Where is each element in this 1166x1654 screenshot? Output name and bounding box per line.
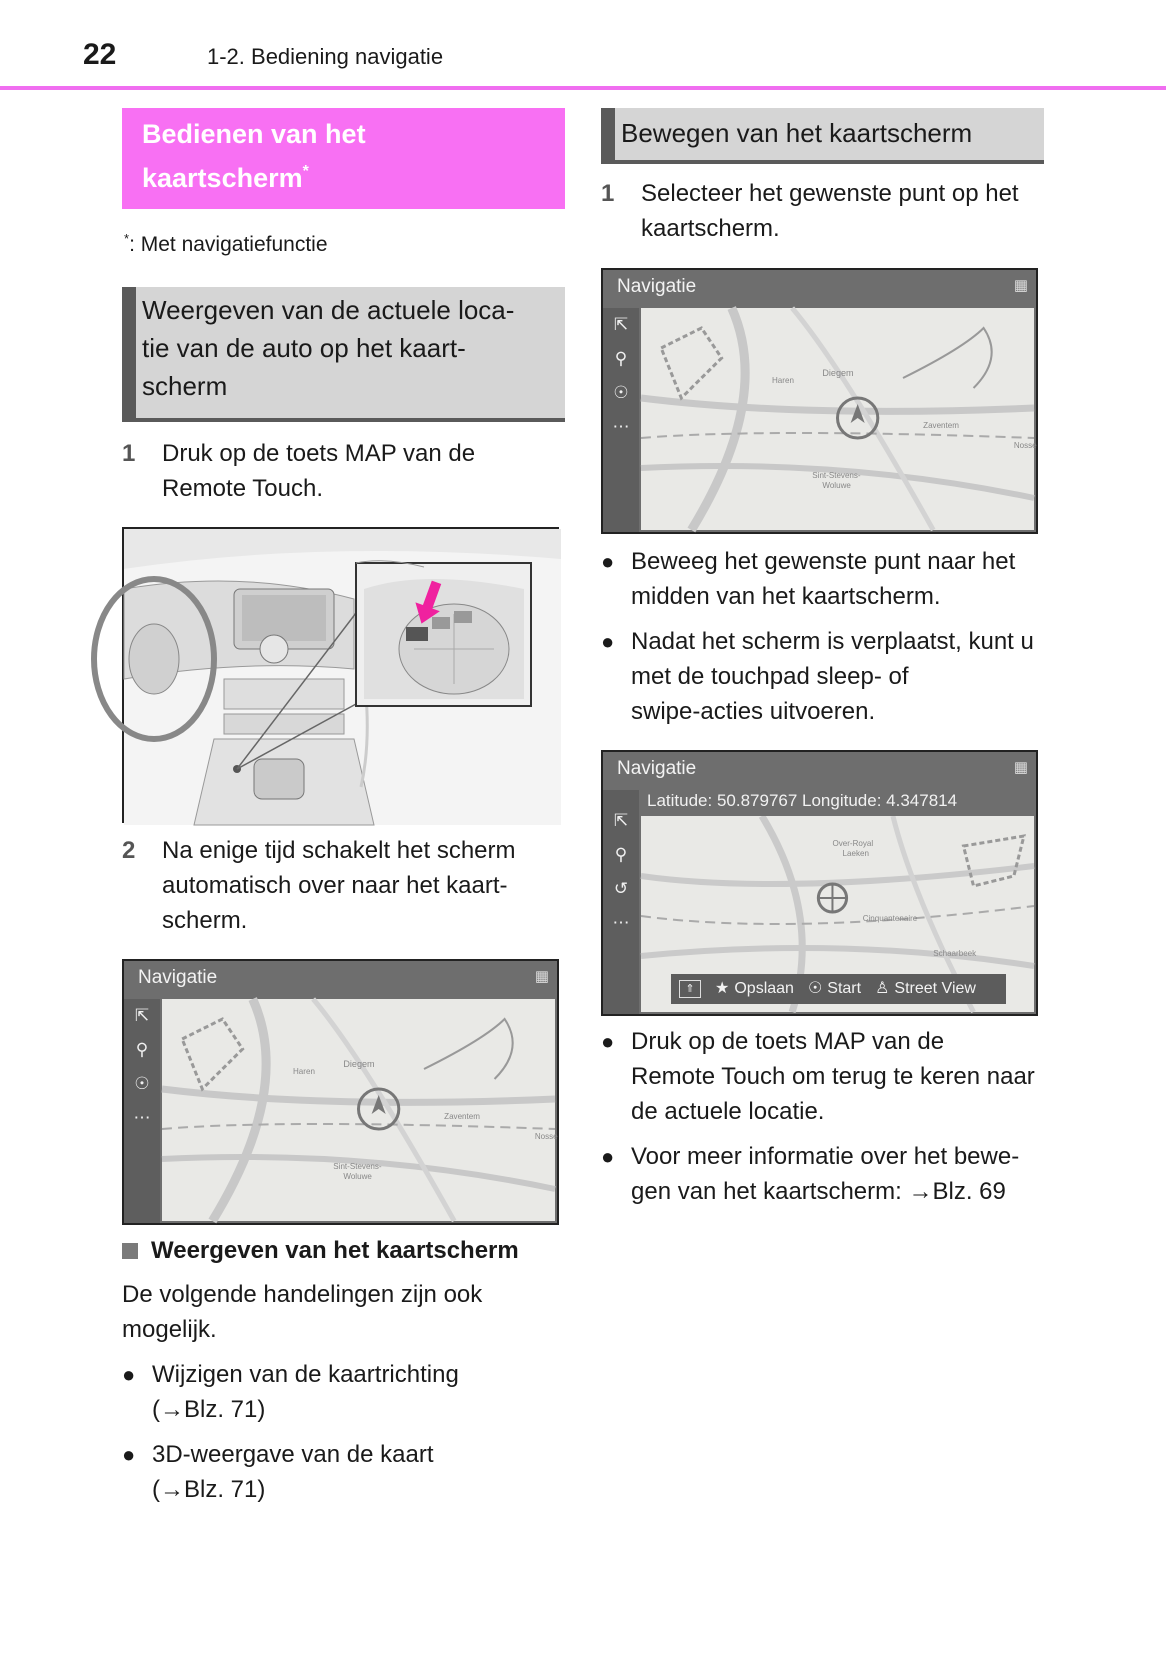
step-text: scherm. bbox=[162, 907, 248, 934]
bullet-item bbox=[122, 1357, 565, 1427]
bullet-item bbox=[122, 1437, 565, 1507]
svg-text:Laeken: Laeken bbox=[842, 849, 869, 858]
bullet-text: Nadat het scherm is verplaatst, kunt u bbox=[631, 628, 1034, 655]
step-1 bbox=[122, 436, 565, 506]
svg-text:Diegem: Diegem bbox=[343, 1059, 375, 1069]
bullet-dot: ● bbox=[601, 549, 615, 574]
subsection-title bbox=[122, 287, 565, 422]
subsection-line: scherm bbox=[142, 371, 228, 401]
step-text: Selecteer het gewenste punt op het bbox=[641, 180, 1019, 207]
nav-title: Navigatie bbox=[138, 967, 218, 988]
bullet-dot: ● bbox=[122, 1442, 136, 1467]
street-view-button[interactable] bbox=[875, 974, 976, 1004]
step-text: Druk op de toets MAP van de bbox=[162, 440, 476, 467]
footnote bbox=[124, 231, 565, 257]
subheading-text: Weergeven van het kaartscherm bbox=[151, 1237, 519, 1264]
svg-text:Woluwe: Woluwe bbox=[343, 1172, 372, 1181]
map-drawing bbox=[641, 308, 1037, 530]
compass-icon[interactable]: ↺ bbox=[613, 879, 629, 898]
svg-text:Diegem: Diegem bbox=[822, 368, 854, 378]
person-icon: ♙ bbox=[875, 980, 890, 997]
svg-text:Haren: Haren bbox=[772, 376, 794, 385]
navigation-screen-coordinates bbox=[601, 750, 1038, 1016]
step-text: Na enige tijd schakelt het scherm bbox=[162, 837, 516, 864]
left-column bbox=[122, 108, 565, 1507]
bullet-text: gen van het kaartscherm: →Blz. 69 bbox=[631, 1178, 1006, 1205]
footnote-text: : Met navigatiefunctie bbox=[129, 233, 328, 256]
expand-icon[interactable]: ⇱ bbox=[613, 315, 629, 334]
more-icon[interactable]: ⋯ bbox=[612, 913, 630, 932]
svg-text:Over-Royal: Over-Royal bbox=[832, 839, 874, 848]
car-interior-drawing bbox=[124, 529, 561, 825]
car-interior-illustration bbox=[122, 527, 559, 823]
map-view[interactable] bbox=[162, 999, 558, 1221]
subheading bbox=[122, 1237, 565, 1265]
navigation-screen bbox=[122, 959, 559, 1225]
svg-text:Cinquantenaire: Cinquantenaire bbox=[862, 914, 918, 923]
bullet-dot: ● bbox=[122, 1362, 136, 1387]
more-icon[interactable]: ⋯ bbox=[612, 417, 630, 436]
step-1 bbox=[601, 176, 1044, 246]
chapter-title: 1-2. Bediening navigatie bbox=[207, 44, 444, 69]
svg-text:Nosse: Nosse bbox=[1013, 441, 1037, 450]
save-label: Opslaan bbox=[734, 980, 794, 997]
right-column bbox=[601, 108, 1044, 1209]
map-view[interactable] bbox=[641, 308, 1037, 530]
bullet-text: midden van het kaartscherm. bbox=[631, 583, 941, 610]
svg-text:Schaarbeek: Schaarbeek bbox=[933, 949, 977, 958]
svg-text:Sint-Stevens-: Sint-Stevens- bbox=[812, 471, 861, 480]
navigation-screen bbox=[601, 268, 1038, 534]
svg-text:Zaventem: Zaventem bbox=[923, 421, 959, 430]
nav-screen-body bbox=[124, 961, 557, 1223]
nav-sidebar bbox=[603, 790, 639, 1014]
subsection-line: Weergeven van de actuele loca- bbox=[142, 295, 515, 325]
svg-text:Nosse: Nosse bbox=[534, 1132, 558, 1141]
asterisk-mark: * bbox=[302, 163, 309, 180]
nav-screen-body bbox=[603, 270, 1036, 532]
bullet-item bbox=[601, 544, 1044, 614]
expand-icon[interactable]: ⇱ bbox=[134, 1006, 150, 1025]
map-action-bar bbox=[671, 974, 1006, 1004]
step-2 bbox=[122, 833, 565, 938]
nav-sidebar bbox=[603, 308, 639, 532]
nav-settings-icon[interactable]: ▦ bbox=[1013, 277, 1028, 294]
svg-text:Sint-Stevens-: Sint-Stevens- bbox=[333, 1162, 382, 1171]
step-number: 1 bbox=[601, 180, 615, 207]
bullet-text: met de touchpad sleep- of bbox=[631, 663, 909, 690]
start-button[interactable] bbox=[808, 974, 861, 1004]
header-rule bbox=[0, 86, 1166, 90]
bullet-text: Voor meer informatie over het bewe- bbox=[631, 1143, 1020, 1170]
bullet-dot: ● bbox=[601, 1144, 615, 1169]
bullet-text: Druk op de toets MAP van de bbox=[631, 1028, 945, 1055]
step-text: automatisch over naar het kaart- bbox=[162, 872, 508, 899]
square-marker bbox=[122, 1243, 138, 1259]
bullet-text: swipe-acties uitvoeren. bbox=[631, 698, 876, 725]
nav-sidebar bbox=[124, 999, 160, 1223]
bullet-item bbox=[601, 624, 1044, 729]
map-view-toggle-icon[interactable]: ⇑ bbox=[679, 980, 701, 998]
bullet-item bbox=[601, 1139, 1044, 1209]
bullet-text: 3D-weergave van de kaart bbox=[152, 1441, 434, 1468]
expand-icon[interactable]: ⇱ bbox=[613, 811, 629, 830]
bullet-text: de actuele locatie. bbox=[631, 1098, 825, 1125]
bullet-text: Wijzigen van de kaartrichting bbox=[152, 1361, 459, 1388]
section-title-line: kaartscherm bbox=[142, 163, 303, 193]
save-button[interactable] bbox=[715, 974, 794, 1004]
bullet-text: (→Blz. 71) bbox=[152, 1396, 266, 1423]
footnote-mark: * bbox=[124, 231, 130, 246]
nav-settings-icon[interactable]: ▦ bbox=[1013, 759, 1028, 776]
subsection-title bbox=[601, 108, 1044, 164]
start-label: Start bbox=[827, 980, 862, 997]
step-text: kaartscherm. bbox=[641, 215, 780, 242]
bullet-text: Beweeg het gewenste punt naar het bbox=[631, 548, 1016, 575]
step-text: Remote Touch. bbox=[162, 475, 323, 502]
search-icon[interactable]: ⚲ bbox=[614, 349, 628, 368]
paragraph-line: mogelijk. bbox=[122, 1316, 217, 1343]
navigation-icon: ☉ bbox=[807, 980, 823, 997]
step-number: 2 bbox=[122, 837, 136, 864]
subsection-line: Bewegen van het kaartscherm bbox=[621, 118, 973, 148]
coordinates-readout: Latitude: 50.879767 Longitude: 4.347814 bbox=[641, 786, 1036, 816]
bullet-dot: ● bbox=[601, 1029, 615, 1054]
page-header bbox=[0, 0, 1166, 90]
section-title bbox=[122, 108, 565, 209]
nav-settings-icon[interactable]: ▦ bbox=[534, 968, 549, 985]
search-icon[interactable]: ⚲ bbox=[614, 845, 628, 864]
bullet-dot: ● bbox=[601, 629, 615, 654]
svg-text:Zaventem: Zaventem bbox=[444, 1112, 480, 1121]
street-view-label: Street View bbox=[894, 980, 976, 997]
star-icon: ★ bbox=[715, 980, 730, 997]
nav-screen-body bbox=[603, 752, 1036, 1014]
bullet-text: (→Blz. 71) bbox=[152, 1476, 266, 1503]
nav-title: Navigatie bbox=[617, 758, 697, 779]
compass-icon[interactable]: ☉ bbox=[613, 383, 629, 402]
page-number: 22 bbox=[83, 38, 117, 71]
paragraph-line: De volgende handelingen zijn ook bbox=[122, 1281, 483, 1308]
bullet-item bbox=[601, 1024, 1044, 1129]
nav-title: Navigatie bbox=[617, 276, 697, 297]
more-icon[interactable]: ⋯ bbox=[133, 1108, 151, 1127]
map-drawing bbox=[162, 999, 558, 1221]
svg-text:Haren: Haren bbox=[293, 1067, 315, 1076]
paragraph bbox=[122, 1277, 565, 1347]
svg-text:Woluwe: Woluwe bbox=[822, 481, 851, 490]
section-title-line: Bedienen van het bbox=[142, 119, 366, 149]
step-number: 1 bbox=[122, 440, 136, 467]
compass-icon[interactable]: ☉ bbox=[134, 1074, 150, 1093]
bullet-text: Remote Touch om terug te keren naar bbox=[631, 1063, 1035, 1090]
search-icon[interactable]: ⚲ bbox=[135, 1040, 149, 1059]
subsection-line: tie van de auto op het kaart- bbox=[142, 333, 466, 363]
